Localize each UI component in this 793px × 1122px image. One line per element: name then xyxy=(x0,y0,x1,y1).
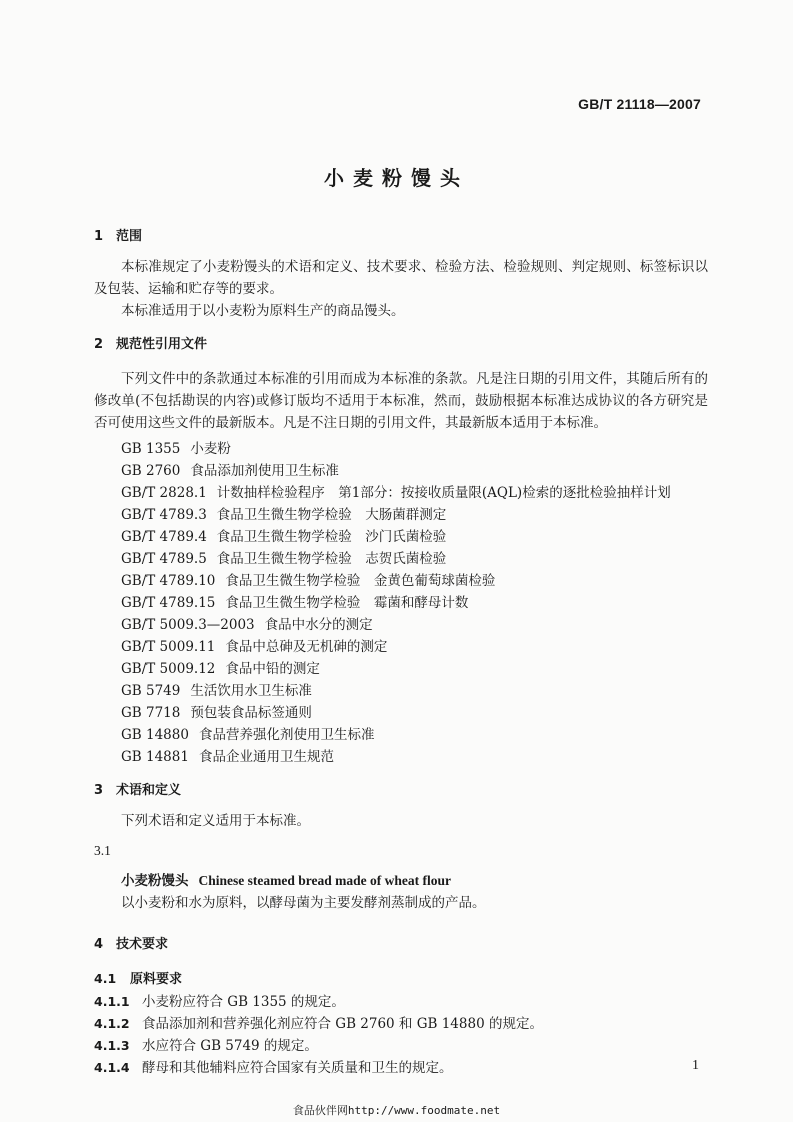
section-title: 范围 xyxy=(116,229,143,244)
reference-name: 食品中水分的测定 xyxy=(264,617,373,633)
clause-number: 4.1.1 xyxy=(94,994,130,1009)
section-title: 规范性引用文件 xyxy=(116,337,208,352)
reference-item xyxy=(94,482,708,504)
section-heading-technical xyxy=(94,934,708,956)
clause-item xyxy=(94,1057,708,1079)
reference-code: GB 1355 xyxy=(121,441,181,457)
clause-item xyxy=(94,1013,708,1035)
reference-name: 小麦粉 xyxy=(190,441,231,457)
reference-item xyxy=(94,548,708,570)
reference-name: 食品营养强化剂使用卫生标准 xyxy=(198,727,375,743)
section-number: 2 xyxy=(94,337,104,352)
section-heading-terms xyxy=(94,780,708,802)
clause-item xyxy=(94,991,708,1013)
page-number: 1 xyxy=(692,1058,699,1073)
clause-text: 食品添加剂和营养强化剂应符合 GB 2760 和 GB 14880 的规定。 xyxy=(142,1016,543,1032)
reference-name: 食品企业通用卫生规范 xyxy=(198,749,334,765)
reference-name: 食品中总砷及无机砷的测定 xyxy=(225,639,388,655)
terms-intro: 下列术语和定义适用于本标准。 xyxy=(121,813,310,829)
references-intro: 下列文件中的条款通过本标准的引用而成为本标准的条款。凡是注日期的引用文件，其随后所有的修改单(不包括勘误的内容)或修订版均不适用于本标准，然而，鼓励根据本标准达成协议的各方研究是否可使用这些文件的最新版本。凡是不注日期的引用文件，其最新版本适用于本标准。 xyxy=(94,371,708,431)
reference-item xyxy=(94,504,708,526)
section-number: 4 xyxy=(94,937,104,952)
reference-name: 计数抽样检验程序 第1部分：按接收质量限(AQL)检索的逐批检验抽样计划 xyxy=(216,485,671,501)
reference-item xyxy=(94,746,708,768)
reference-code: GB 14880 xyxy=(121,727,189,743)
term-english: Chinese steamed bread made of wheat flour xyxy=(198,873,451,888)
reference-code: GB/T 4789.5 xyxy=(121,551,207,567)
section-number: 1 xyxy=(94,229,104,244)
reference-name: 食品卫生微生物学检验 志贺氏菌检验 xyxy=(216,551,447,567)
reference-code: GB 2760 xyxy=(121,463,181,479)
reference-name: 食品卫生微生物学检验 沙门氏菌检验 xyxy=(216,529,447,545)
section-heading-scope xyxy=(94,226,708,248)
reference-item xyxy=(94,570,708,592)
reference-item xyxy=(94,438,708,460)
clause-item xyxy=(94,1035,708,1057)
term-definition: 以小麦粉和水为原料，以酵母菌为主要发酵剂蒸制成的产品。 xyxy=(121,895,486,911)
reference-code: GB/T 2828.1 xyxy=(121,485,207,501)
reference-code: GB/T 4789.3 xyxy=(121,507,207,523)
clause-text: 酵母和其他辅料应符合国家有关质量和卫生的规定。 xyxy=(142,1060,453,1076)
section-title: 术语和定义 xyxy=(116,783,182,798)
reference-code: GB/T 4789.10 xyxy=(121,573,216,589)
section-number: 3 xyxy=(94,783,104,798)
reference-code: GB 7718 xyxy=(121,705,181,721)
reference-list xyxy=(94,438,708,768)
reference-item xyxy=(94,614,708,636)
reference-code: GB/T 5009.12 xyxy=(121,661,216,677)
term-number: 3.1 xyxy=(94,843,111,858)
reference-item xyxy=(94,636,708,658)
section-heading-references xyxy=(94,334,708,356)
clause-number: 4.1 xyxy=(94,971,117,986)
footer-source: 食品伙伴网http://www.foodmate.net xyxy=(292,1104,501,1117)
reference-item xyxy=(94,460,708,482)
section-title: 技术要求 xyxy=(116,937,169,952)
document-title: 小麦粉馒头 xyxy=(324,166,469,190)
reference-name: 食品中铅的测定 xyxy=(225,661,320,677)
reference-item xyxy=(94,702,708,724)
reference-code: GB/T 4789.15 xyxy=(121,595,216,611)
clause-text: 水应符合 GB 5749 的规定。 xyxy=(142,1038,318,1054)
term-chinese: 小麦粉馒头 xyxy=(121,873,189,889)
reference-name: 预包装食品标签通则 xyxy=(190,705,312,721)
scope-paragraph-1: 本标准规定了小麦粉馒头的术语和定义、技术要求、检验方法、检验规则、判定规则、标签标识以及包装、运输和贮存等的要求。 xyxy=(94,259,708,297)
reference-name: 食品添加剂使用卫生标准 xyxy=(190,463,339,479)
reference-item xyxy=(94,658,708,680)
subsection-heading-raw-materials xyxy=(94,968,708,991)
reference-code: GB 14881 xyxy=(121,749,189,765)
reference-code: GB/T 5009.3—2003 xyxy=(121,617,255,633)
reference-item xyxy=(94,526,708,548)
clause-number: 4.1.2 xyxy=(94,1016,130,1031)
document-body xyxy=(94,226,708,1079)
term-entry xyxy=(94,870,708,892)
reference-name: 食品卫生微生物学检验 金黄色葡萄球菌检验 xyxy=(225,573,496,589)
subsection-title: 原料要求 xyxy=(130,972,183,987)
clause-number: 4.1.4 xyxy=(94,1060,130,1075)
standard-code: GB/T 21118—2007 xyxy=(578,96,701,112)
clause-number: 4.1.3 xyxy=(94,1038,130,1053)
reference-name: 食品卫生微生物学检验 霉菌和酵母计数 xyxy=(225,595,469,611)
reference-code: GB/T 5009.11 xyxy=(121,639,216,655)
reference-item xyxy=(94,724,708,746)
reference-name: 食品卫生微生物学检验 大肠菌群测定 xyxy=(216,507,447,523)
clause-text: 小麦粉应符合 GB 1355 的规定。 xyxy=(142,994,345,1010)
reference-code: GB/T 4789.4 xyxy=(121,529,207,545)
reference-item xyxy=(94,592,708,614)
reference-name: 生活饮用水卫生标准 xyxy=(190,683,312,699)
reference-item xyxy=(94,680,708,702)
scope-paragraph-2: 本标准适用于以小麦粉为原料生产的商品馒头。 xyxy=(121,303,405,319)
reference-code: GB 5749 xyxy=(121,683,181,699)
